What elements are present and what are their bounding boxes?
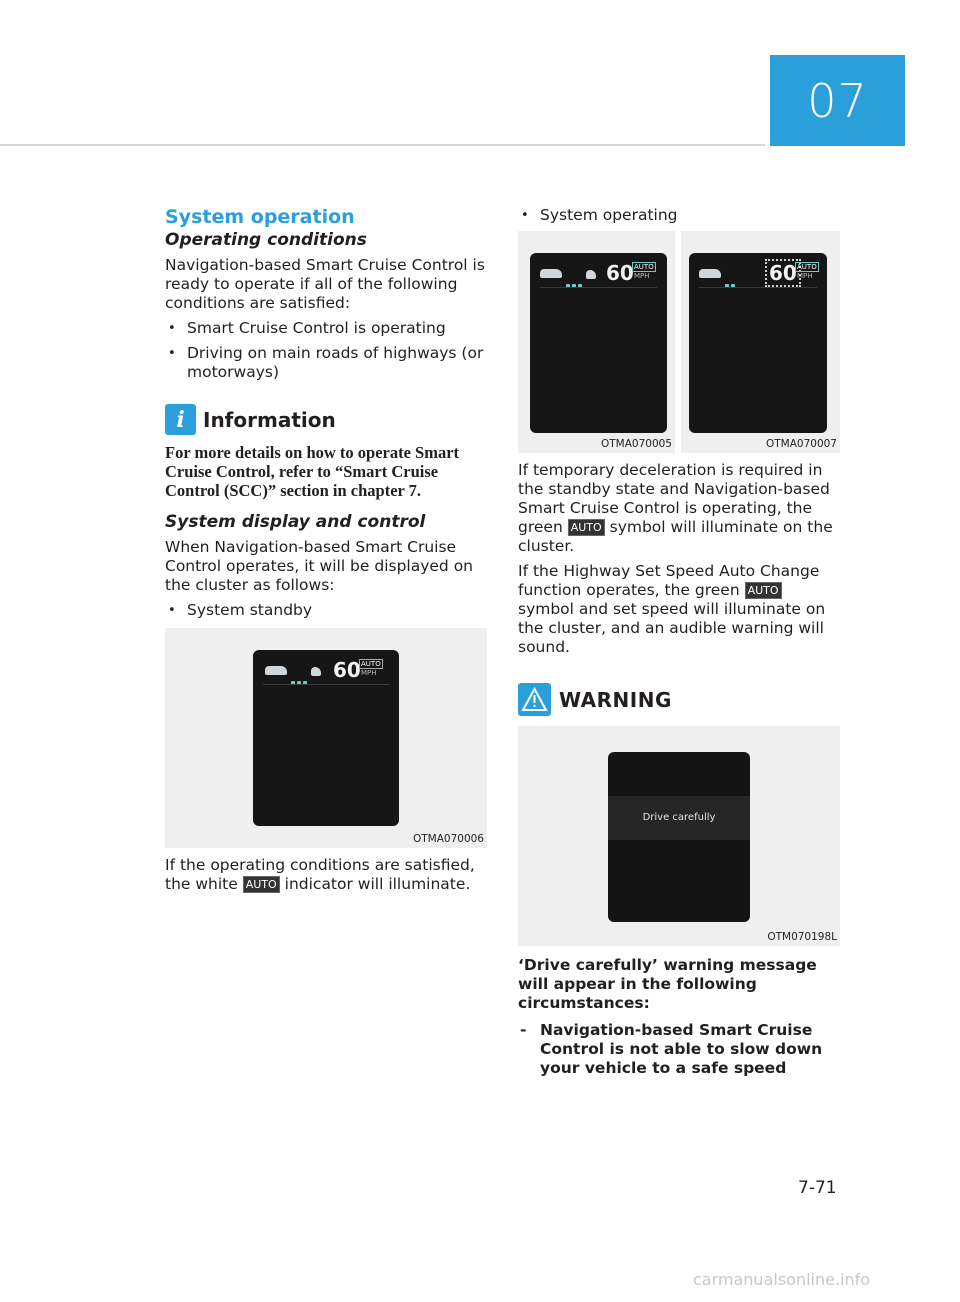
set-speed: 60	[333, 658, 361, 682]
right-column	[518, 206, 840, 1078]
figure-caption: OTMA070005	[600, 438, 672, 450]
set-speed: 60	[769, 261, 797, 285]
message-screen	[608, 752, 750, 922]
information-header	[165, 404, 487, 435]
speed-unit: MPH	[634, 272, 650, 280]
warning-intro: ‘Drive carefully’ warning message will appear in the following circumstances:	[518, 956, 817, 1012]
operating-conditions-intro: Navigation-based Smart Cruise Control is ready to operate if all of the following conditions are satisfied:	[165, 256, 485, 312]
auto-indicator: AUTO	[361, 660, 381, 668]
warning-title: WARNING	[559, 687, 672, 712]
figure-standby	[165, 628, 487, 848]
standby-label: • System standby	[165, 601, 487, 620]
information-title: Information	[203, 407, 336, 432]
figure-caption: OTM070198L	[767, 931, 837, 943]
auto-badge: AUTO	[745, 582, 782, 599]
lead-car-icon	[586, 270, 596, 279]
standby-list	[165, 601, 487, 620]
car-icon	[699, 269, 721, 278]
warning-item-text: Navigation-based Smart Cruise Control is not able to slow down your vehicle to a safe speed	[540, 1021, 823, 1077]
warning-message: Drive carefully	[642, 812, 716, 823]
deceleration-text	[518, 461, 840, 556]
figure-operating-a	[518, 231, 675, 453]
gap-dots	[566, 273, 584, 277]
figure-pair	[518, 231, 840, 453]
car-icon	[540, 269, 562, 278]
dash-marker: -	[520, 1021, 527, 1039]
warning-triangle-icon	[518, 683, 551, 716]
auto-indicator: AUTO	[634, 263, 654, 271]
conditions-list	[165, 319, 487, 382]
set-speed: 60	[606, 261, 634, 285]
condition-item: • Smart Cruise Control is operating	[165, 319, 487, 338]
operating-label: • System operating	[518, 206, 840, 225]
figure-warning	[518, 726, 840, 946]
deceleration-text-part: symbol will illuminate on the cluster.	[518, 518, 833, 555]
hssac-text-part: symbol and set speed will illuminate on the cluster, and an audible warning will sound.	[518, 600, 826, 656]
figure-caption: OTMA070006	[412, 833, 484, 845]
cluster-screen	[530, 253, 667, 433]
information-text: For more details on how to operate Smart Cruise Control, refer to “Smart Cruise Control (SCC)” section in chapter 7.	[165, 443, 460, 500]
car-icon	[265, 666, 287, 675]
standby-text-part: indicator will illuminate.	[284, 875, 471, 893]
section-title: System operation	[165, 206, 355, 228]
operating-conditions-title: Operating conditions	[165, 230, 367, 250]
condition-item: • Driving on main roads of highways (or motorways)	[165, 344, 487, 382]
watermark: carmanualsonline.info	[693, 1270, 871, 1289]
figure-operating-b	[681, 231, 840, 453]
information-icon: i	[165, 404, 196, 435]
cluster-divider	[540, 287, 657, 288]
left-column	[165, 206, 487, 900]
gap-dots	[291, 670, 309, 674]
hssac-text	[518, 562, 840, 657]
operating-list	[518, 206, 840, 225]
auto-indicator: AUTO	[797, 263, 817, 271]
cluster-divider	[699, 287, 817, 288]
speed-unit: MPH	[361, 669, 377, 677]
display-title: System display and control	[165, 512, 426, 532]
header-rule	[0, 144, 765, 146]
cluster-divider	[263, 684, 389, 685]
page-number: 7-71	[798, 1178, 837, 1198]
lead-car-icon	[311, 667, 321, 676]
warning-header	[518, 683, 840, 716]
cluster-screen	[689, 253, 827, 433]
speed-unit: MPH	[797, 272, 813, 280]
deceleration-text-part: If temporary deceleration is required in the standby state and Navigation-based Smart Cruise Control is operating, the green	[518, 461, 830, 536]
figure-caption: OTMA070007	[765, 438, 837, 450]
chapter-tab: 07	[770, 55, 905, 146]
cluster-screen	[253, 650, 399, 826]
standby-text	[165, 856, 487, 894]
display-intro: When Navigation-based Smart Cruise Control operates, it will be displayed on the cluster as follows:	[165, 538, 474, 594]
hssac-text-part: If the Highway Set Speed Auto Change function operates, the green	[518, 562, 820, 599]
warning-item	[518, 1021, 840, 1078]
standby-text-part: If the operating conditions are satisfied, the white	[165, 856, 475, 893]
auto-badge: AUTO	[568, 519, 605, 536]
gap-dots	[725, 273, 737, 277]
auto-badge: AUTO	[243, 876, 280, 893]
